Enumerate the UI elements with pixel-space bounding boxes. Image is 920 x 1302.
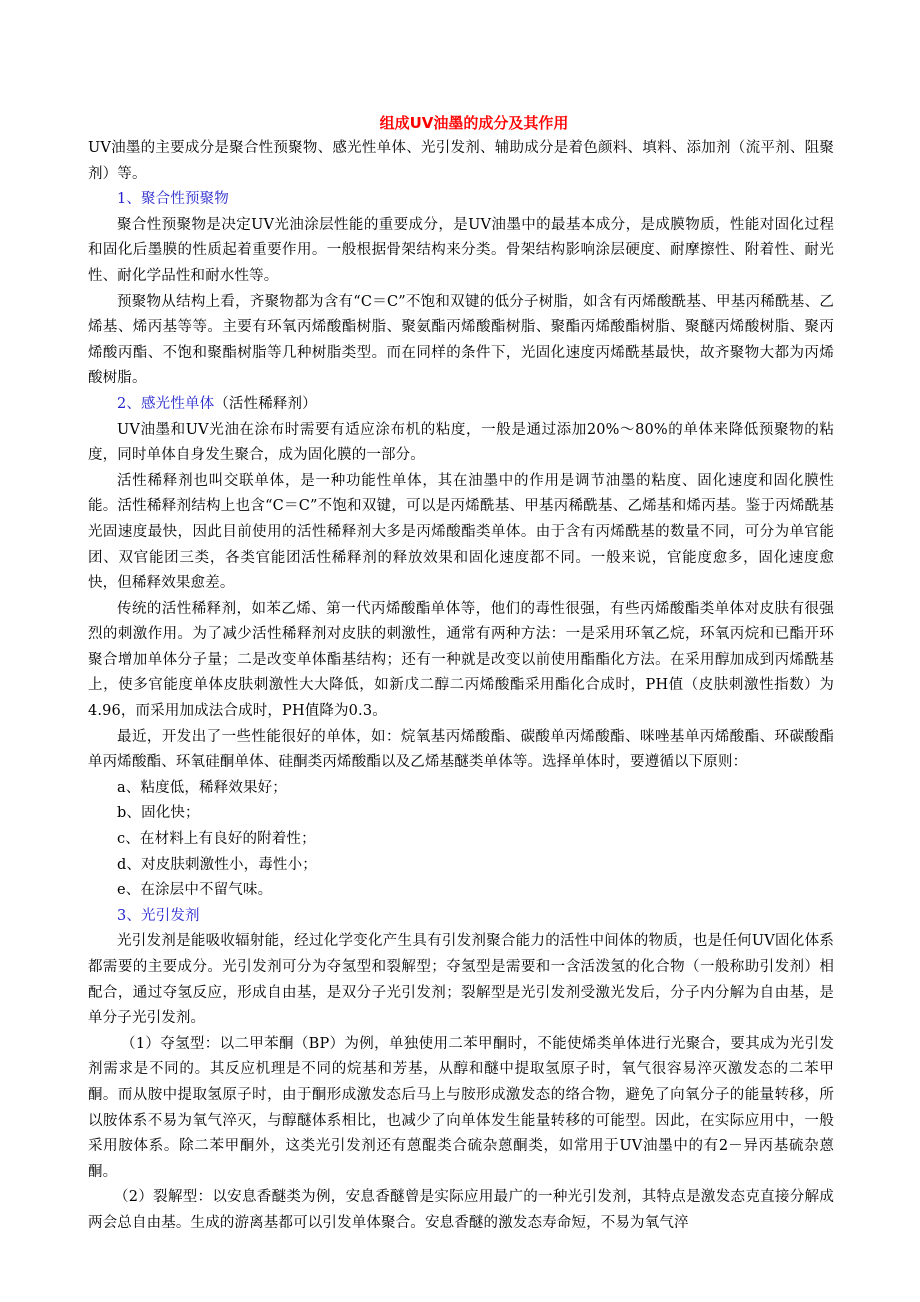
section-2-heading-text: 2、感光性单体	[117, 395, 215, 412]
section-3-paragraph-2: （1）夺氢型：以二甲苯酮（BP）为例，单独使用二苯甲酮时，不能使烯类单体进行光聚合，要其成为光引发剂需求是不同的。其反应机理是不同的烷基和芳基，从醇和醚中提取氢原子时，氧气很容易淬灭激发态的二苯甲酮。而从胺中提取氢原子时，由于酮形成激发态后马上与胺形成激发态的络合物，避免了向氧分子的能量转移，所以胺体系不易为氧气淬灭，与醇醚体系相比，也减少了向单体发生能量转移的可能型。因此，在实际应用中，一般采用胺体系。除二苯甲酮外，这类光引发剂还有蒽醌类合硫杂蒽酮类，如常用于UV油墨中的有2－异丙基硫杂蒽酮。	[88, 1035, 834, 1180]
list-item: a、粘度低，稀释效果好；	[117, 779, 287, 796]
list-item: d、对皮肤刺激性小，毒性小；	[117, 856, 317, 873]
section-2-heading-suffix: （活性稀释剂）	[214, 395, 317, 412]
section-3-heading: 3、光引发剂	[117, 907, 200, 924]
section-3-paragraph-1: 光引发剂是能吸收辐射能，经过化学变化产生具有引发剂聚合能力的活性中间体的物质，也是任何UV固化体系都需要的主要成分。光引发剂可分为夺氢型和裂解型；夺氢型是需要和一含活泼氢的化合物（一般称助引发剂）相配合，通过夺氢反应，形成自由基，是双分子光引发剂；裂解型是光引发剂受激光发后，分子内分解为自由基，是单分子光引发剂。	[88, 933, 834, 1027]
section-1-paragraph-2: 预聚物从结构上看，齐聚物都为含有“C＝C”不饱和双键的低分子树脂，如含有丙烯酸酰基、甲基丙稀酰基、乙烯基、烯丙基等等。主要有环氧丙烯酸酯树脂、聚氨酯丙烯酸酯树脂、聚酯丙烯酸酯树脂、聚醚丙烯酸树脂、聚丙烯酸丙酯、不饱和聚酯树脂等几种树脂类型。而在同样的条件下，光固化速度丙烯酰基最快，故齐聚物大都为丙烯酸树脂。	[88, 293, 834, 387]
list-item: b、固化快；	[117, 805, 200, 822]
section-1-paragraph-1: 聚合性预聚物是决定UV光油涂层性能的重要成分，是UV油墨中的最基本成分，是成膜物质，性能对固化过程和固化后墨膜的性质起着重要作用。一般根据骨架结构来分类。骨架结构影响涂层硬度、耐摩擦性、附着性、耐光性、耐化学品性和耐水性等。	[88, 216, 834, 284]
section-2-paragraph-2: 活性稀释剂也叫交联单体，是一种功能性单体，其在油墨中的作用是调节油墨的粘度、固化速度和固化膜性能。活性稀释剂结构上也含“C＝C”不饱和双键，可以是丙烯酰基、甲基丙稀酰基、乙烯基和烯丙基。鉴于丙烯酰基光固速度最快，因此目前使用的活性稀释剂大多是丙烯酸酯类单体。由于含有丙烯酰基的数量不同，可分为单官能团、双官能团三类，各类官能团活性稀释剂的释放效果和固化速度都不同。一般来说，官能度愈多，固化速度愈快，但稀释效果愈差。	[88, 472, 834, 592]
section-2-paragraph-3: 传统的活性稀释剂，如苯乙烯、第一代丙烯酸酯单体等，他们的毒性很强，有些丙烯酸酯类单体对皮肤有很强烈的刺激作用。为了减少活性稀释剂对皮肤的刺激性，通常有两种方法：一是采用环氧乙烷，环氧丙烷和已酯开环聚合增加单体分子量；二是改变单体酯基结构；还有一种就是改变以前使用酯酯化方法。在采用醇加成到丙烯酰基上，使多官能度单体皮肤刺激性大大降低，如新戊二醇二丙烯酸酯采用酯化合成时，PH值（皮肤刺激性指数）为4.96，而采用加成法合成时，PH值降为0.3。	[88, 600, 834, 720]
section-2-paragraph-4: 最近，开发出了一些性能很好的单体，如：烷氧基丙烯酸酯、碳酸单丙烯酸酯、咪唑基单丙烯酸酯、环碳酸酯单丙烯酸酯、环氧硅酮单体、硅酮类丙烯酸酯以及乙烯基醚类单体等。选择单体时，要遵循以下原则：	[88, 728, 834, 771]
section-2-paragraph-1: UV油墨和UV光油在涂布时需要有适应涂布机的粘度，一般是通过添加20%～80%的单体来降低预聚物的粘度，同时单体自身发生聚合，成为固化膜的一部分。	[88, 421, 834, 464]
list-item: e、在涂层中不留气味。	[117, 882, 273, 899]
intro-paragraph: UV油墨的主要成分是聚合性预聚物、感光性单体、光引发剂、辅助成分是着色颜料、填料、添加剂（流平剂、阻聚剂）等。	[88, 140, 834, 182]
section-2-heading	[88, 392, 834, 418]
document-page	[88, 110, 834, 1237]
section-1-heading: 1、聚合性预聚物	[117, 191, 229, 208]
section-3-paragraph-3: （2）裂解型：以安息香醚类为例，安息香醚曾是实际应用最广的一种光引发剂，其特点是激发态克直接分解成两会总自由基。生成的游离基都可以引发单体聚合。安息香醚的激发态寿命短，不易为氧气淬	[88, 1189, 834, 1231]
document-title: 组成UV油墨的成分及其作用	[379, 114, 569, 132]
list-item: c、在材料上有良好的附着性；	[117, 831, 316, 848]
